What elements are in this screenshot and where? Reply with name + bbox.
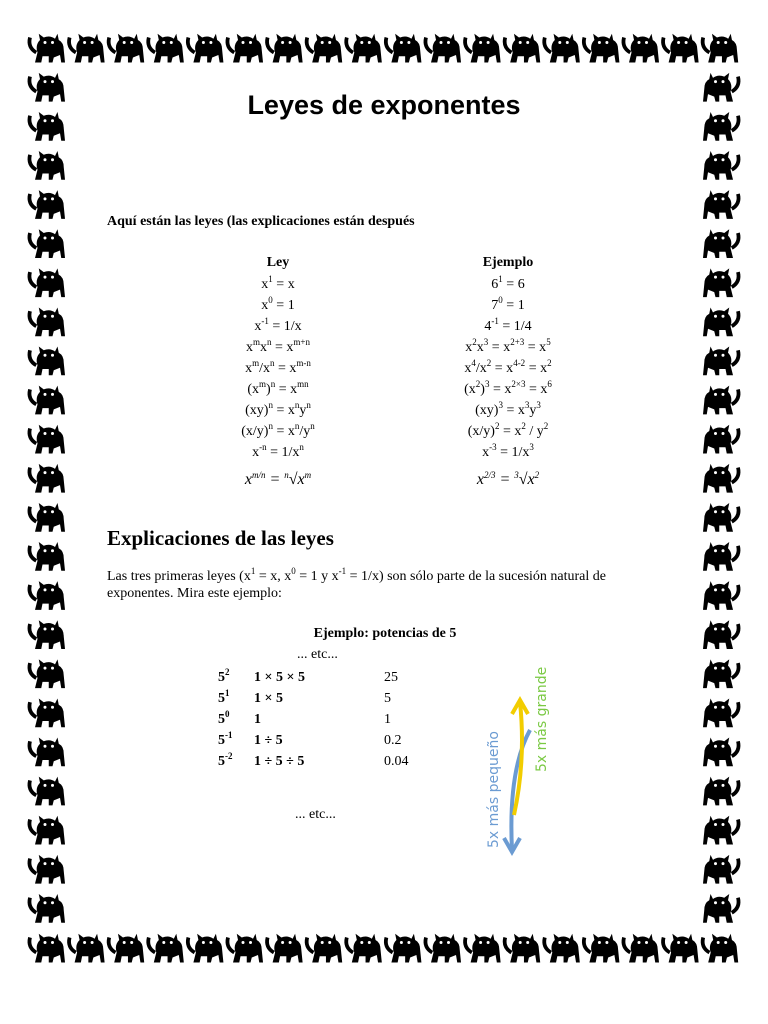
black-cat-icon [29,386,65,415]
arrow-up-label: 5x más grande [534,666,550,772]
black-cat-icon [307,934,343,963]
black-cat-icon [465,34,501,63]
expr-cell: 1 [254,712,261,727]
expr-cell: 1 ÷ 5 [254,733,283,748]
black-cat-icon [148,34,184,63]
black-cat-icon [703,34,739,63]
black-cat-icon [703,816,739,845]
black-cat-icon [29,581,65,610]
black-cat-icon [29,503,65,532]
ejemplo-column [438,252,578,493]
black-cat-icon [425,34,461,63]
expr-cell: 1 × 5 × 5 [254,670,305,685]
black-cat-icon [544,34,580,63]
black-cat-icon [227,934,263,963]
black-cat-icon [663,934,699,963]
black-cat-icon [267,34,303,63]
black-cat-icon [703,503,739,532]
black-cat-icon [29,894,65,923]
black-cat-icon [703,347,739,376]
black-cat-icon [703,934,739,963]
black-cat-icon [29,112,65,141]
black-cat-icon [703,307,739,336]
ley-row: $x^mx^n = x^{m+n}$ [246,337,310,355]
black-cat-icon [29,268,65,297]
black-cat-icon [29,698,65,727]
black-cat-icon [703,268,739,297]
black-cat-icon [703,464,739,493]
value-cell: 25 [384,670,398,685]
etc-top: ... etc... [297,647,338,662]
black-cat-icon [703,112,739,141]
ejemplo-row: $(x^2)^3 = x^{2\times 3} = x^6$ [464,379,552,397]
power-cell: $5^1$ [218,688,230,706]
black-cat-icon [623,34,659,63]
black-cat-icon [29,34,65,63]
black-cat-icon [29,464,65,493]
black-cat-icon [227,34,263,63]
black-cat-icon [663,34,699,63]
black-cat-icon [29,229,65,258]
ejemplo-header: Ejemplo [482,255,534,270]
ejemplo-row: $(xy)^3 = x^3y^3$ [475,400,541,418]
ley-column [208,252,348,493]
black-cat-icon [703,855,739,884]
ley-header: Ley [266,255,290,270]
example-title: Ejemplo: potencias de 5 [313,626,457,641]
black-cat-icon [623,934,659,963]
black-cat-icon [109,934,145,963]
black-cat-icon [544,934,580,963]
ley-row: $x^{-n} = 1/x^n$ [252,442,304,460]
ley-row: $x^1 = x$ [261,274,295,292]
page-title: Leyes de exponentes [247,90,521,120]
black-cat-icon [29,542,65,571]
black-cat-icon [29,659,65,688]
black-cat-icon [703,190,739,219]
explicaciones-heading: Explicaciones de las leyes [107,526,334,550]
arrows-graphic [470,640,570,860]
document-sheet [80,70,688,920]
black-cat-icon [29,347,65,376]
black-cat-icon [29,307,65,336]
black-cat-icon [703,229,739,258]
black-cat-icon [29,425,65,454]
etc-bottom: ... etc... [295,807,336,822]
black-cat-icon [29,738,65,767]
ley-row: $x^{-1} = 1/x$ [254,316,302,334]
radical-ejemplo: $x^{2/3} = ^3√x^2$ [476,470,540,488]
value-cell: 1 [384,712,391,727]
black-cat-icon [386,934,422,963]
ley-row: $x^0 = 1$ [261,295,295,313]
black-cat-icon [29,777,65,806]
ejemplo-row: $(x/y)^2 = x^2 / y^2$ [467,421,549,439]
explicaciones-paragraph: Las tres primeras leyes ($x^1 = x$, $x^0 = 1$ y $x^{-1} = 1/x$) son sólo parte de la sucesión natural de exponentes. Mira este ejemplo: [107,566,606,601]
black-cat-icon [346,934,382,963]
black-cat-icon [148,934,184,963]
black-cat-icon [703,698,739,727]
black-cat-icon [584,934,620,963]
black-cat-icon [703,894,739,923]
radical-ley: $x^{m/n} = ^n√x^m$ [244,470,312,488]
black-cat-icon [29,855,65,884]
black-cat-icon [703,659,739,688]
black-cat-icon [69,934,105,963]
black-cat-icon [29,190,65,219]
black-cat-icon [425,934,461,963]
ejemplo-row: $6^1 = 6$ [491,274,525,292]
ley-row: $(xy)^n = x^ny^n$ [245,400,311,418]
ejemplo-row: $x^{-3} = 1/x^3$ [482,442,534,460]
arrow-down-label: 5x más pequeño [486,731,502,848]
black-cat-icon [346,34,382,63]
expr-cell: 1 ÷ 5 ÷ 5 [254,754,305,769]
power-cell: $5^{-2}$ [218,751,233,769]
value-cell: 0.2 [384,733,402,748]
power-cell: $5^{-1}$ [218,730,233,748]
black-cat-icon [703,581,739,610]
black-cat-icon [386,34,422,63]
black-cat-icon [307,34,343,63]
black-cat-icon [505,34,541,63]
black-cat-icon [703,73,739,102]
black-cat-icon [703,738,739,767]
black-cat-icon [29,934,65,963]
black-cat-icon [188,934,224,963]
black-cat-icon [703,151,739,180]
black-cat-icon [703,777,739,806]
ejemplo-row: $x^4/x^2 = x^{4-2} = x^2$ [464,358,552,376]
ejemplo-row: $x^2x^3 = x^{2+3} = x^5$ [465,337,551,355]
expr-cell: 1 × 5 [254,691,283,706]
ley-row: $(x^m)^n = x^{mn}$ [247,379,309,397]
black-cat-icon [29,816,65,845]
black-cat-icon [703,425,739,454]
ejemplo-row: $4^{-1} = 1/4$ [484,316,532,334]
black-cat-icon [29,620,65,649]
black-cat-icon [29,151,65,180]
black-cat-icon [267,934,303,963]
black-cat-icon [505,934,541,963]
power-cell: $5^2$ [218,667,230,685]
ejemplo-row: $7^0 = 1$ [491,295,525,313]
value-cell: 0.04 [384,754,409,769]
black-cat-icon [69,34,105,63]
value-cell: 5 [384,691,391,706]
black-cat-icon [465,934,501,963]
black-cat-icon [29,73,65,102]
intro-text: Aquí están las leyes (las explicaciones están después [107,214,415,229]
ley-row: $x^m/x^n = x^{m-n}$ [245,358,311,376]
black-cat-icon [703,542,739,571]
ley-row: $(x/y)^n = x^n/y^n$ [241,421,315,439]
black-cat-icon [703,620,739,649]
black-cat-icon [109,34,145,63]
power-cell: $5^0$ [218,709,230,727]
black-cat-icon [584,34,620,63]
black-cat-icon [188,34,224,63]
black-cat-icon [703,386,739,415]
